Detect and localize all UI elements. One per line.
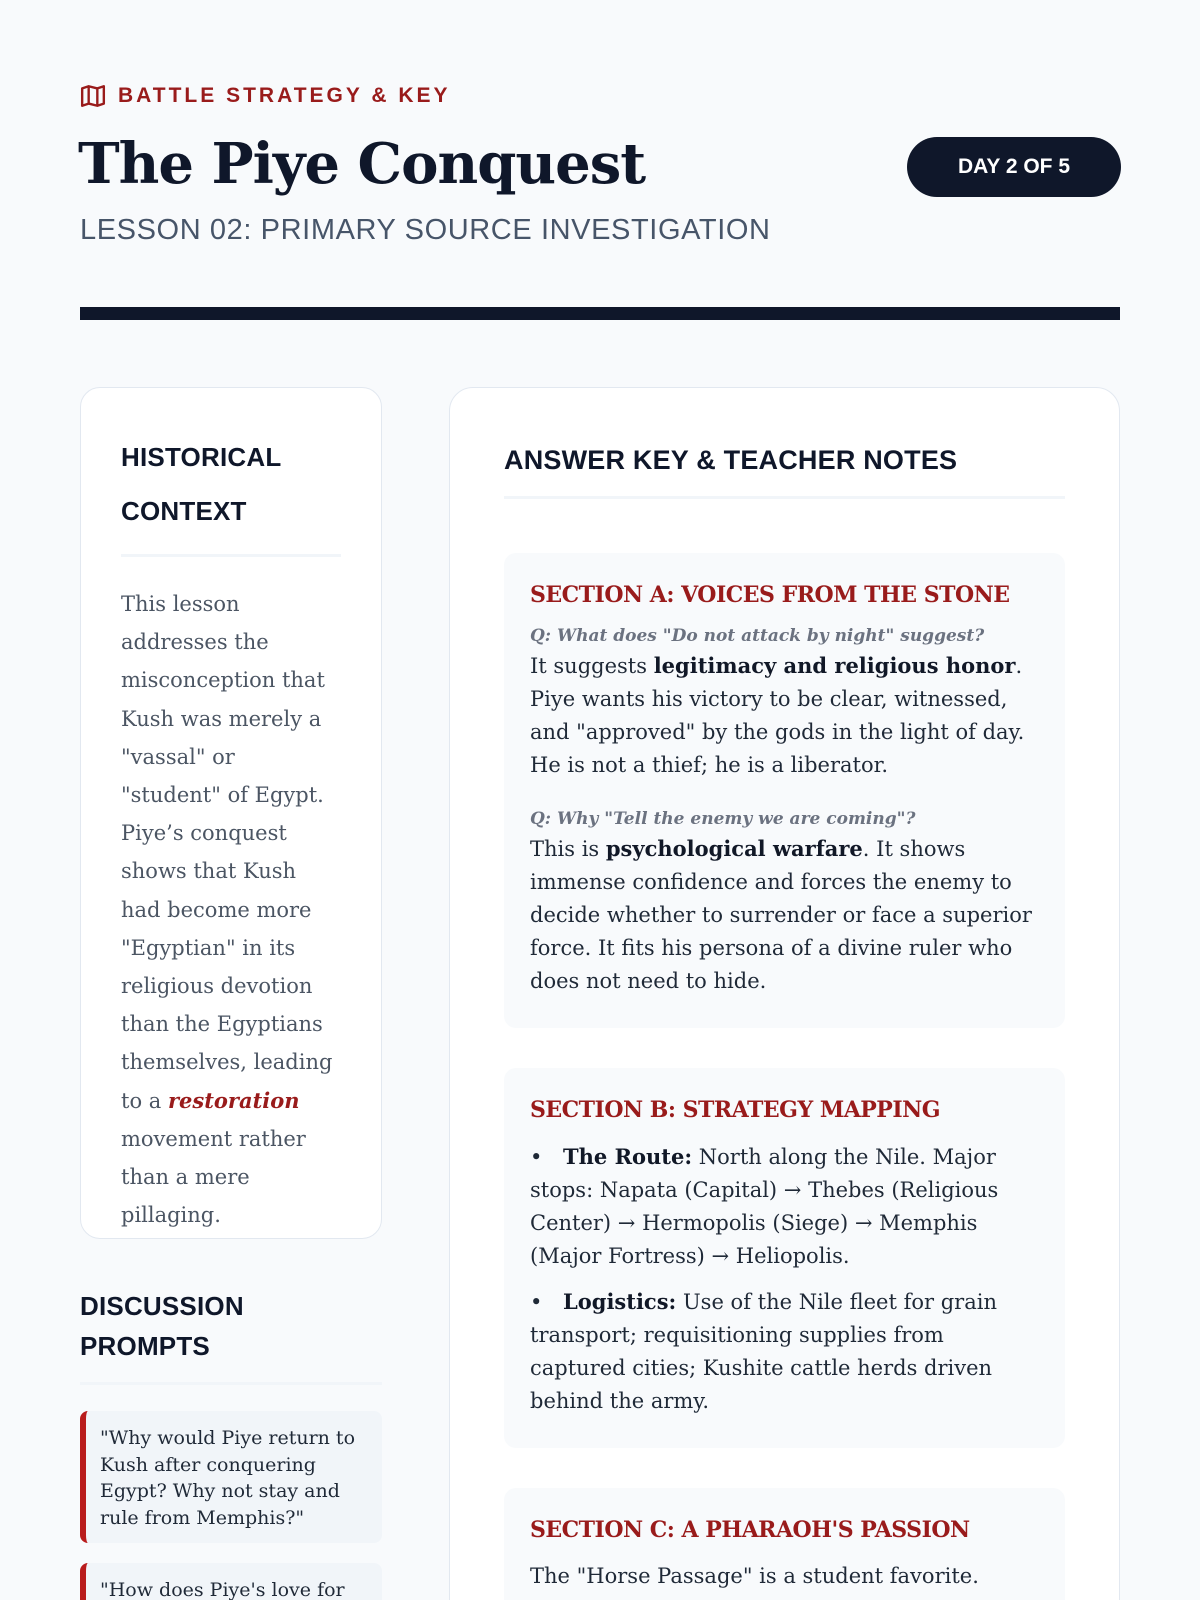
map-icon xyxy=(80,84,106,108)
answer-text: This is xyxy=(530,837,606,861)
section-c-title: SECTION C: A PHARAOH'S PASSION xyxy=(530,1517,970,1543)
bullet-item xyxy=(530,1140,1039,1273)
lesson-subtitle: LESSON 02: PRIMARY SOURCE INVESTIGATION xyxy=(80,214,771,246)
divider xyxy=(121,554,341,557)
bullet-label: Logistics: xyxy=(563,1289,677,1314)
historical-context-text xyxy=(121,585,341,1234)
header-rule xyxy=(80,307,1120,320)
restoration-emphasis: restoration xyxy=(167,1087,300,1113)
divider xyxy=(504,496,1065,499)
section-a xyxy=(504,553,1065,1028)
answer-bold: legitimacy and religious honor xyxy=(653,653,1016,678)
section-b xyxy=(504,1068,1065,1448)
eyebrow xyxy=(80,84,451,108)
section-b-title: SECTION B: STRATEGY MAPPING xyxy=(530,1097,941,1123)
day-badge: DAY 2 OF 5 xyxy=(907,137,1121,197)
section-c xyxy=(504,1488,1065,1600)
bullet-icon: • xyxy=(530,1145,543,1169)
divider xyxy=(80,1382,382,1385)
answer-key-card xyxy=(449,387,1120,1600)
bullet-text: Use of the Nile fleet for grain transport; requisitioning supplies from captured cities; Kushite cattle herds driven behind the army. xyxy=(530,1290,997,1413)
context-text-end: movement rather than a mere pillaging. xyxy=(121,1126,306,1228)
answer-text: . Piye wants his victory to be clear, witnessed, and "approved" by the gods in the light of day. He is not a thief; he is a liberator. xyxy=(530,654,1025,777)
question: Q: What does "Do not attack by night" suggest? xyxy=(530,626,985,646)
question: Q: Why "Tell the enemy we are coming"? xyxy=(530,809,916,829)
historical-context-card xyxy=(80,387,382,1239)
bullet-icon: • xyxy=(530,1290,543,1314)
bullet-label: The Route: xyxy=(563,1144,693,1169)
bullet-text: North along the Nile. Major stops: Napata (Capital) → Thebes (Religious Center) → Hermopolis (Siege) → Memphis (Major Fortress) → Heliopolis. xyxy=(530,1145,999,1268)
answer xyxy=(530,832,1039,998)
qa-item xyxy=(530,625,1039,782)
bullet-item xyxy=(530,1285,1039,1418)
answer-key-heading: ANSWER KEY & TEACHER NOTES xyxy=(504,445,958,475)
answer-text: It suggests xyxy=(530,654,654,678)
context-text-start: This lesson addresses the misconception that Kush was merely a "vassal" or "student" of Egypt. Piye’s conquest shows that Kush had become more "Egyptian" in its religious devotion than the Egyptians themselves, leading to a xyxy=(121,592,333,1113)
section-c-text: The "Horse Passage" is a student favorite. xyxy=(530,1564,979,1588)
discussion-heading: DISCUSSION PROMPTS xyxy=(80,1291,244,1361)
answer xyxy=(530,649,1039,782)
section-a-title: SECTION A: VOICES FROM THE STONE xyxy=(530,582,1010,608)
answer-text: . It shows immense confidence and forces the enemy to decide whether to surrender or face a superior force. It fits his persona of a divine ruler who does not need to hide. xyxy=(530,837,1032,993)
discussion-prompts xyxy=(80,1286,382,1600)
discussion-prompt: "Why would Piye return to Kush after conquering Egypt? Why not stay and rule from Memphis?" xyxy=(80,1411,382,1543)
answer-bold: psychological warfare xyxy=(605,836,863,861)
discussion-prompt: "How does Piye's love for xyxy=(80,1563,382,1600)
eyebrow-label: BATTLE STRATEGY & KEY xyxy=(118,84,451,107)
historical-context-heading: HISTORICAL CONTEXT xyxy=(121,442,281,526)
page-title: The Piye Conquest xyxy=(78,131,646,197)
qa-item xyxy=(530,808,1039,998)
